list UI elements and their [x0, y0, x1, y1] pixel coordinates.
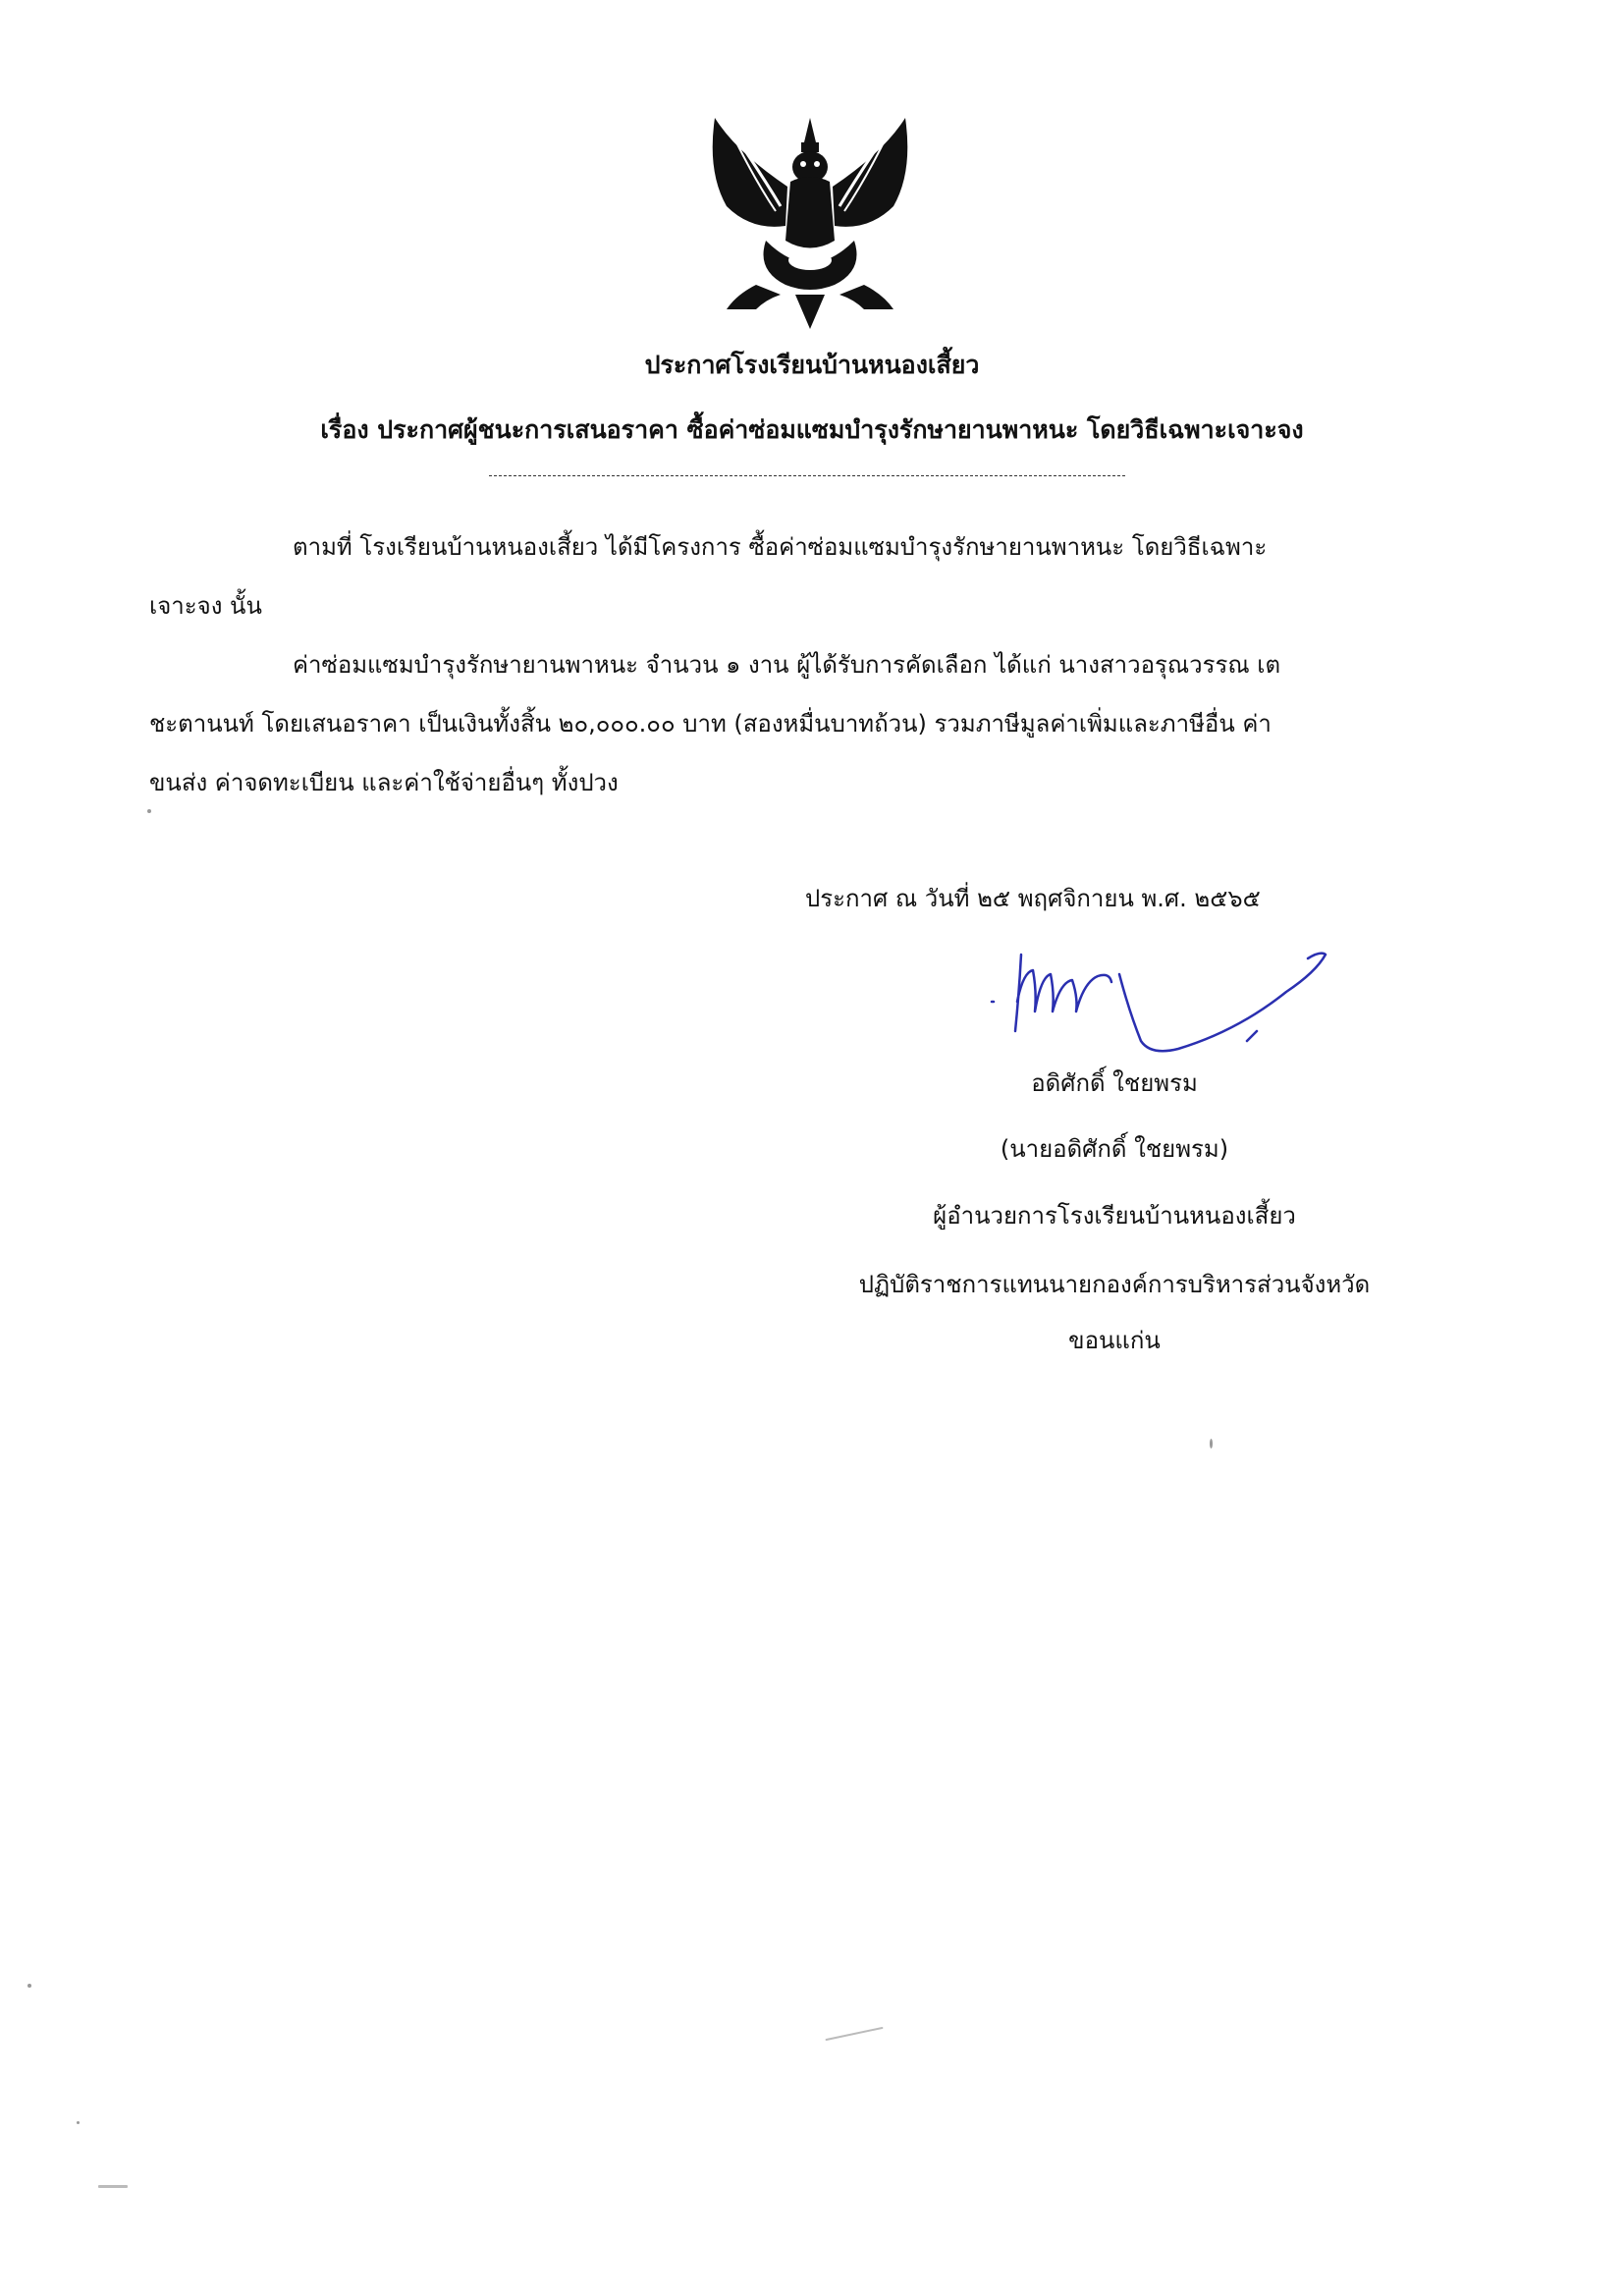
announcement-title: ประกาศโรงเรียนบ้านหนองเสี้ยว — [644, 351, 980, 379]
signer-position-line-3: ขอนแก่น — [1068, 1327, 1161, 1354]
announcement-subject: เรื่อง ประกาศผู้ชนะการเสนอราคา ซื้อค่าซ่อมแซมบำรุงรักษายานพาหนะ โดยวิธีเฉพาะเจาะจง — [320, 415, 1304, 444]
paragraph-1-line-2: เจาะจง นั้น — [149, 592, 262, 620]
signer-full-name: (นายอดิศักดิ์ ใชยพรม) — [1000, 1135, 1229, 1163]
signer-typed-name: อดิศักดิ์ ใชยพรม — [1031, 1069, 1198, 1097]
scan-speck — [77, 2121, 80, 2124]
paragraph-2-line-3: ขนส่ง ค่าจดทะเบียน และค่าใช้จ่ายอื่นๆ ทั้งปวง — [149, 769, 619, 796]
paragraph-1-line-1: ตามที่ โรงเรียนบ้านหนองเสี้ยว ได้มีโครงการ ซื้อค่าซ่อมแซมบำรุงรักษายานพาหนะ โดยวิธีเฉพาะ — [293, 533, 1268, 561]
handwritten-signature — [982, 933, 1355, 1061]
scan-speck — [825, 2027, 883, 2041]
scan-speck — [98, 2185, 128, 2188]
scan-speck — [27, 1984, 31, 1988]
scan-speck — [1210, 1439, 1213, 1449]
scan-speck — [147, 809, 151, 813]
signer-position-line-2: ปฏิบัติราชการแทนนายกองค์การบริหารส่วนจังหวัด — [858, 1271, 1371, 1298]
paragraph-2-line-2: ชะตานนท์ โดยเสนอราคา เป็นเงินทั้งสิ้น ๒๐,๐๐๐.๐๐ บาท (สองหมื่นบาทถ้วน) รวมภาษีมูลค่าเพิ่มและภาษีอื่น ค่า — [149, 710, 1272, 738]
heading-divider — [489, 475, 1125, 476]
garuda-emblem-icon — [697, 113, 923, 334]
signer-position-line-1: ผู้อำนวยการโรงเรียนบ้านหนองเสี้ยว — [933, 1202, 1296, 1230]
paragraph-2-line-1: ค่าซ่อมแซมบำรุงรักษายานพาหนะ จำนวน ๑ งาน ผู้ได้รับการคัดเลือก ได้แก่ นางสาวอรุณวรรณ เต — [293, 651, 1281, 679]
announcement-date: ประกาศ ณ วันที่ ๒๕ พฤศจิกายน พ.ศ. ๒๕๖๕ — [805, 885, 1261, 912]
